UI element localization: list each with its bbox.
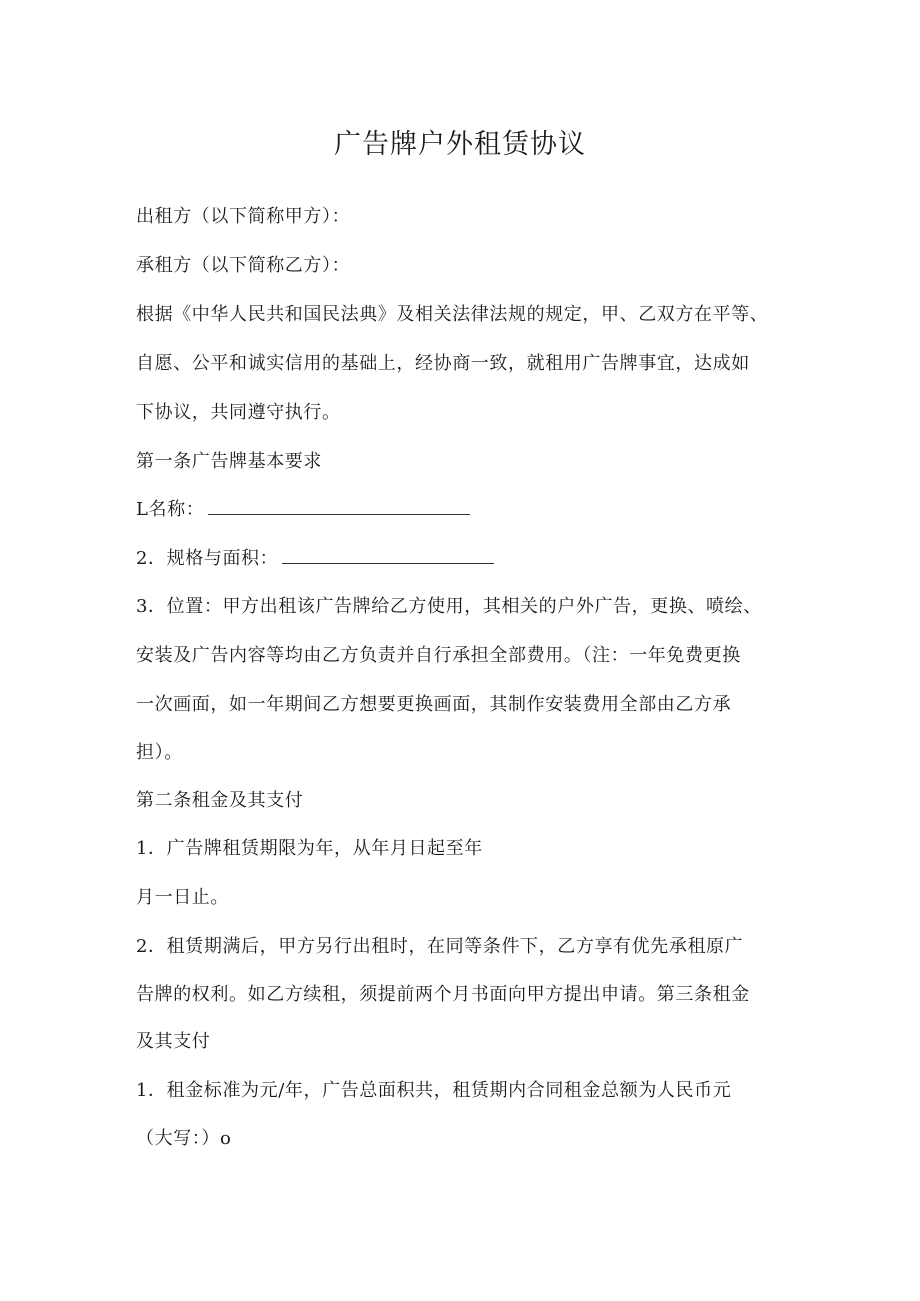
location-line-4: 担）。 (136, 742, 183, 763)
preamble-line-1: 根据《中华人民共和国民法典》及相关法律法规的规定，甲、乙双方在平等、 (136, 304, 769, 325)
preamble-line-2: 自愿、公平和诚实信用的基础上，经协商一致，就租用广告牌事宜，达成如 (136, 353, 750, 374)
location-line-3: 一次画面，如一年期间乙方想要更换画面，其制作安装费用全部由乙方承 (136, 694, 732, 715)
location-line-2: 安装及广告内容等均由乙方负责并自行承担全部费用。（注：一年免费更换 (136, 645, 741, 666)
spec-line (136, 547, 494, 571)
rent-line-1: 1．租金标准为元/年，广告总面积共，租赁期内合同租金总额为人民币元 (136, 1080, 732, 1101)
spec-label: 2．规格与面积： (136, 548, 279, 569)
name-line (136, 498, 470, 522)
lessee-line: 承租方（以下简称乙方）： (136, 255, 351, 276)
renewal-line-2: 告牌的权利。如乙方续租，须提前两个月书面向甲方提出申请。第三条租金 (136, 984, 750, 1005)
lessor-line: 出租方（以下简称甲方）： (136, 206, 351, 227)
location-line-1: 3．位置：甲方出租该广告牌给乙方使用，其相关的户外广告，更换、喷绘、 (136, 596, 762, 617)
term-line-1: 1．广告牌租赁期限为年，从年月日起至年 (136, 838, 483, 859)
term-line-2: 月一日止。 (136, 887, 229, 908)
renewal-line-1: 2．租赁期满后，甲方另行出租时，在同等条件下，乙方享有优先承租原广 (136, 936, 744, 957)
article-2-heading: 第二条租金及其支付 (136, 790, 304, 811)
preamble-line-3: 下协议，共同遵守执行。 (136, 402, 341, 423)
name-label: L名称： (136, 499, 205, 520)
name-blank (208, 498, 470, 515)
renewal-line-3: 及其支付 (136, 1031, 211, 1052)
spec-blank (282, 547, 494, 564)
document-title: 广告牌户外租赁协议 (334, 129, 586, 160)
rent-line-2: （大写：）o (136, 1128, 232, 1149)
article-1-heading: 第一条广告牌基本要求 (136, 451, 322, 472)
